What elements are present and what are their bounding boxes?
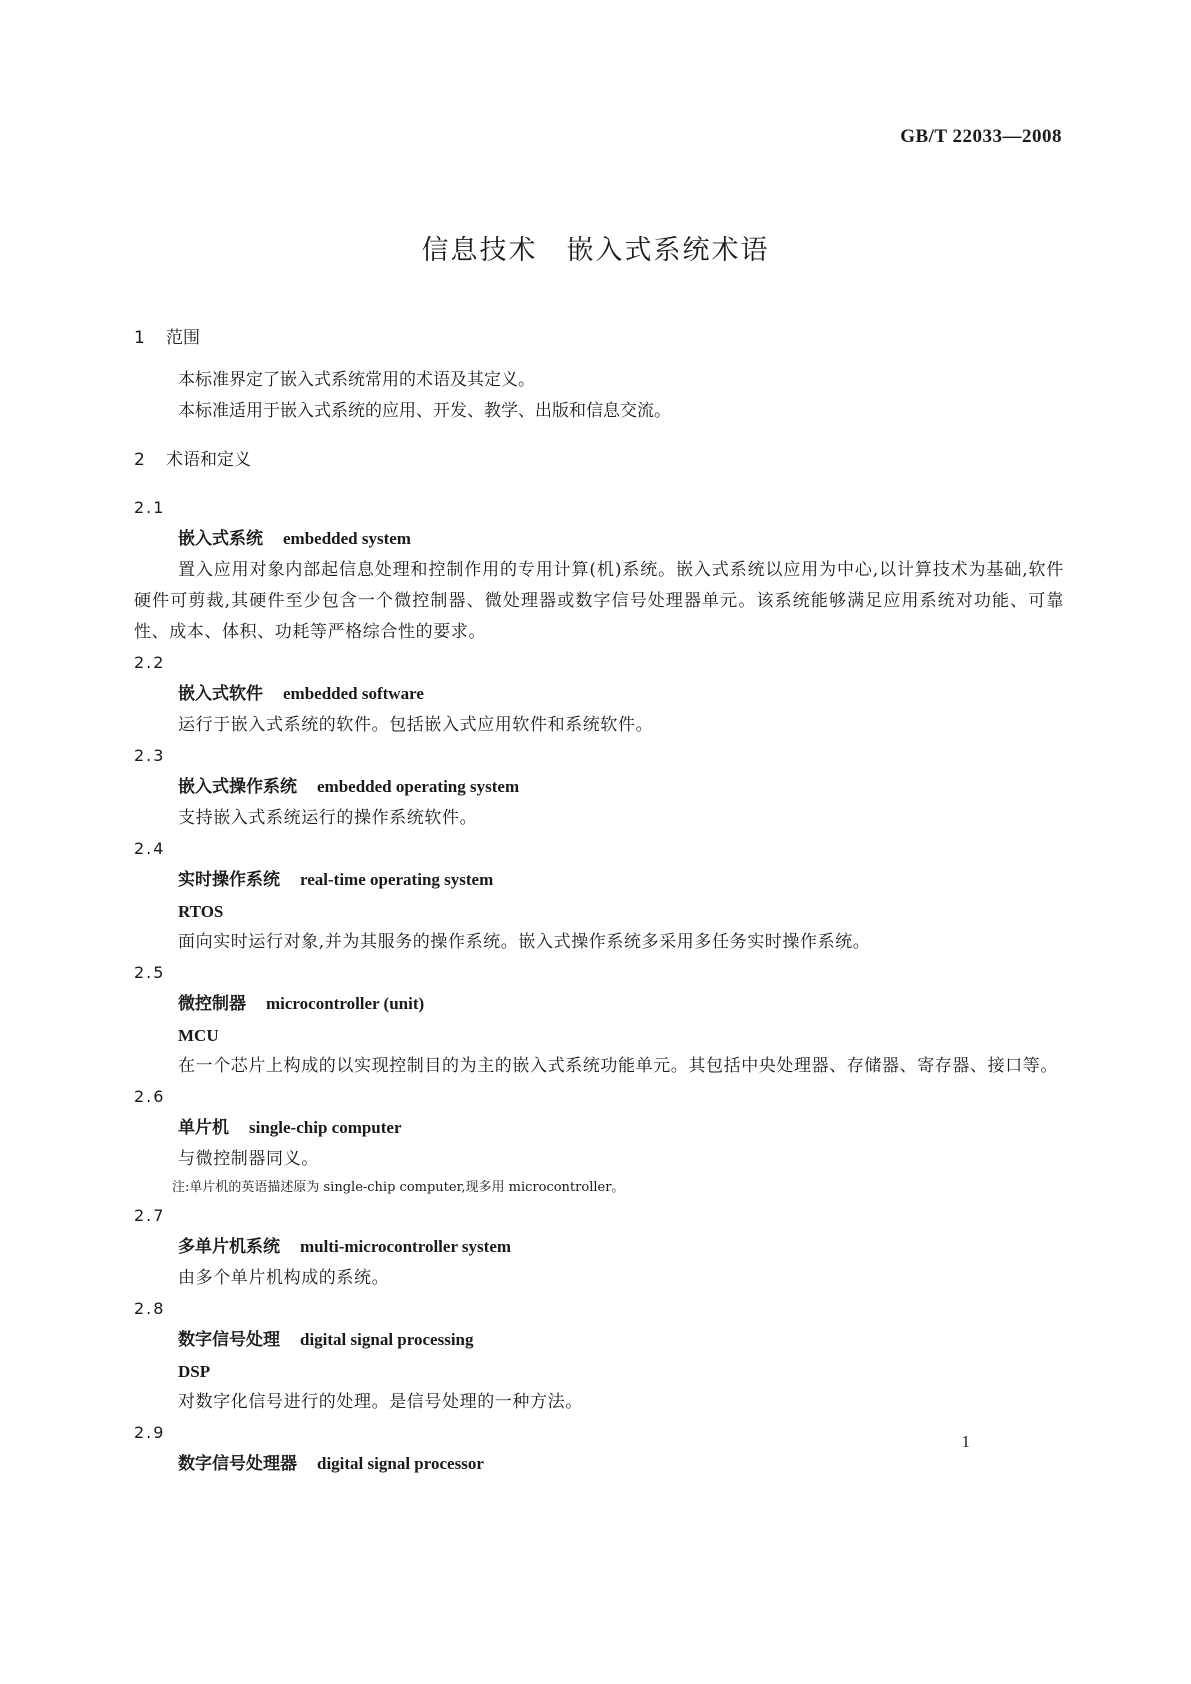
term-chinese: 微控制器 <box>178 994 246 1014</box>
term-chinese: 嵌入式操作系统 <box>178 777 297 797</box>
term-english: real-time operating system <box>300 870 494 889</box>
section-heading-scope <box>134 323 1064 353</box>
term-english: digital signal processor <box>317 1454 484 1473</box>
term-note: 注:单片机的英语描述原为 single-chip computer,现多用 microcontroller。 <box>172 1180 625 1195</box>
term-heading <box>134 988 1064 1020</box>
term-definition: 在一个芯片上构成的以实现控制目的为主的嵌入式系统功能单元。其包括中央处理器、存储器、寄存器、接口等。 <box>178 1056 1058 1076</box>
term-number: 2.8 <box>134 1299 166 1318</box>
document-body <box>134 323 1064 1480</box>
document-title: 信息技术 嵌入式系统术语 <box>421 235 770 266</box>
paragraph: 本标准适用于嵌入式系统的应用、开发、教学、出版和信息交流。 <box>178 401 671 421</box>
term-english: multi-microcontroller system <box>300 1237 512 1256</box>
term-entries <box>134 493 1064 1480</box>
term-definition: 置入应用对象内部起信息处理和控制作用的专用计算(机)系统。嵌入式系统以应用为中心,以计算技术为基础,软件硬件可剪裁,其硬件至少包含一个微控制器、微处理器或数字信号处理器单元。该系统能够满足应用系统对功能、可靠性、成本、体积、功耗等严格综合性的要求。 <box>134 560 1064 642</box>
term-english: embedded operating system <box>317 777 520 796</box>
term-definition: 面向实时运行对象,并为其服务的操作系统。嵌入式操作系统多采用多任务实时操作系统。 <box>178 932 871 952</box>
term-number: 2.2 <box>134 653 166 672</box>
paragraph: 本标准界定了嵌入式系统常用的术语及其定义。 <box>178 370 535 390</box>
term-chinese: 数字信号处理器 <box>178 1454 297 1474</box>
term-number: 2.1 <box>134 498 166 517</box>
term-number: 2.3 <box>134 746 166 765</box>
term-number: 2.6 <box>134 1087 166 1106</box>
term-chinese: 实时操作系统 <box>178 870 280 890</box>
term-heading <box>134 1112 1064 1144</box>
term-number: 2.7 <box>134 1206 166 1225</box>
term-chinese: 多单片机系统 <box>178 1237 280 1257</box>
term-heading <box>134 1324 1064 1356</box>
term-heading <box>134 771 1064 803</box>
term-definition: 与微控制器同义。 <box>178 1149 319 1169</box>
term-english: embedded software <box>283 684 424 703</box>
term-english: embedded system <box>283 529 411 548</box>
term-heading <box>134 1231 1064 1263</box>
term-heading <box>134 678 1064 710</box>
term-chinese: 嵌入式系统 <box>178 529 263 549</box>
term-abbreviation: MCU <box>178 1026 219 1045</box>
term-chinese: 单片机 <box>178 1118 229 1138</box>
section-number: 2 <box>134 450 145 470</box>
standard-code: GB/T 22033—2008 <box>900 126 1062 147</box>
term-heading <box>134 1448 1064 1480</box>
section-heading-terms <box>134 445 1064 475</box>
section-title: 术语和定义 <box>166 450 251 470</box>
term-english: digital signal processing <box>300 1330 474 1349</box>
term-abbreviation: DSP <box>178 1362 211 1381</box>
section-number: 1 <box>134 328 145 348</box>
term-definition: 对数字化信号进行的处理。是信号处理的一种方法。 <box>178 1392 583 1412</box>
term-heading <box>134 523 1064 555</box>
term-number: 2.5 <box>134 963 166 982</box>
term-chinese: 嵌入式软件 <box>178 684 263 704</box>
page-number: 1 <box>961 1432 970 1451</box>
term-english: single-chip computer <box>249 1118 402 1137</box>
term-definition: 由多个单片机构成的系统。 <box>178 1268 390 1288</box>
term-english: microcontroller (unit) <box>266 994 425 1013</box>
term-definition: 运行于嵌入式系统的软件。包括嵌入式应用软件和系统软件。 <box>178 715 654 735</box>
term-number: 2.9 <box>134 1423 166 1442</box>
term-abbreviation: RTOS <box>178 902 224 921</box>
term-number: 2.4 <box>134 839 166 858</box>
term-chinese: 数字信号处理 <box>178 1330 280 1350</box>
term-definition: 支持嵌入式系统运行的操作系统软件。 <box>178 808 478 828</box>
term-heading <box>134 864 1064 896</box>
section-title: 范围 <box>166 328 200 348</box>
